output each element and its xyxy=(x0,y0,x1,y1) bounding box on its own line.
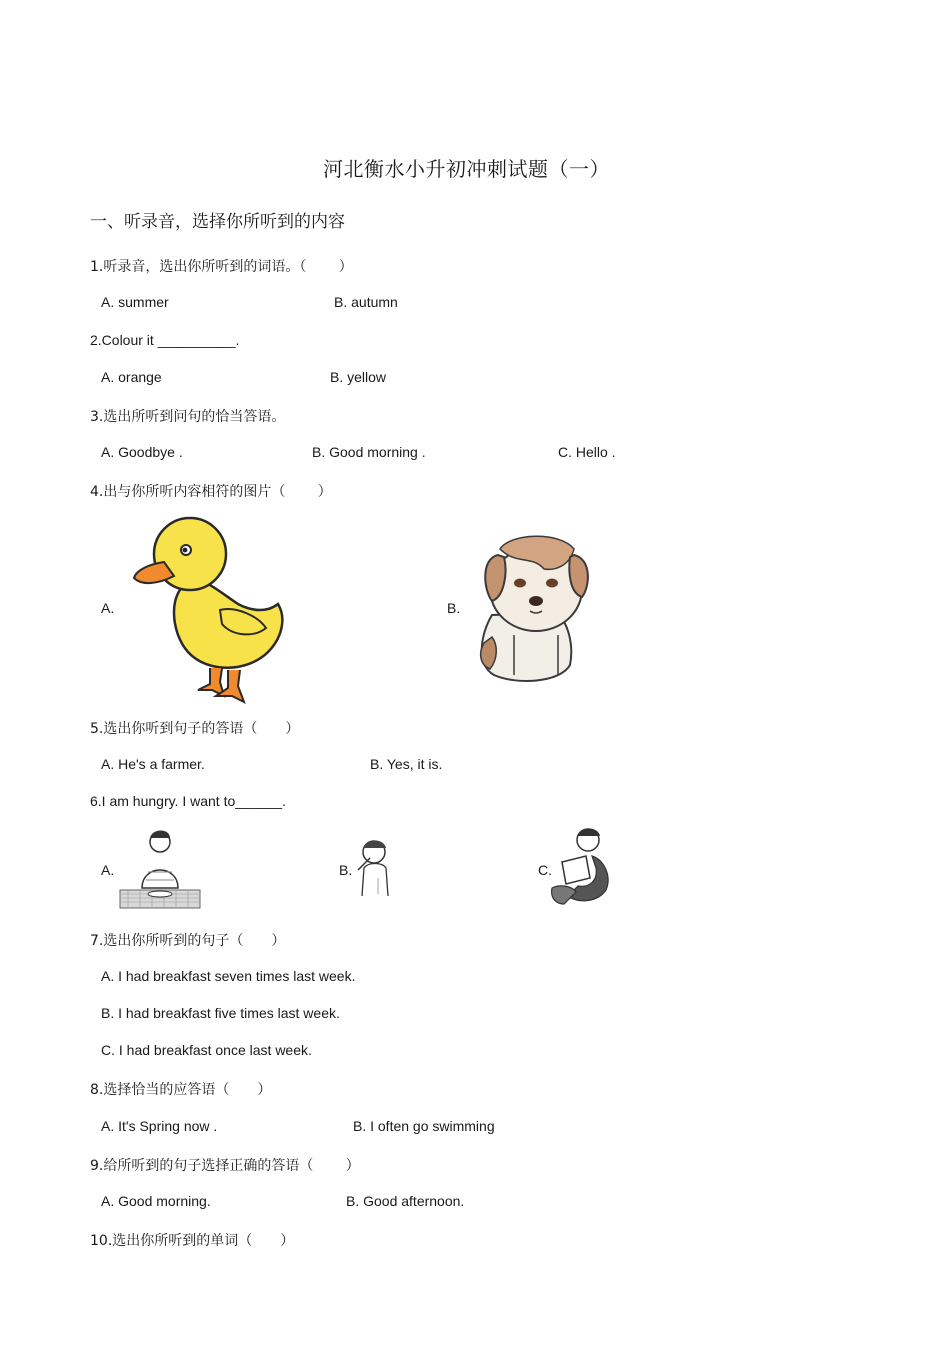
question-stem: 10.选出你所听到的单词（ ） xyxy=(90,1233,295,1249)
question-stem: 7.选出你所听到的句子（ ） xyxy=(90,933,286,949)
option-a[interactable]: A. xyxy=(101,862,115,878)
option-a[interactable]: A. Goodbye . xyxy=(101,444,183,460)
option-c[interactable]: C. I had breakfast once last week. xyxy=(101,1042,312,1058)
option-b[interactable]: B. Good afternoon. xyxy=(346,1193,465,1209)
option-b[interactable]: B. I often go swimming xyxy=(353,1118,495,1134)
option-b[interactable]: B. I had breakfast five times last week. xyxy=(101,1005,340,1021)
option-c[interactable]: C. Hello . xyxy=(558,444,616,460)
option-b[interactable]: B. autumn xyxy=(334,294,398,310)
option-a[interactable]: A. Good morning. xyxy=(101,1193,211,1209)
option-b[interactable]: B. Good morning . xyxy=(312,444,426,460)
option-b[interactable]: B. xyxy=(339,862,353,878)
question-stem: 4.出与你所听内容相符的图片（ ） xyxy=(90,484,332,500)
puppy-icon[interactable] xyxy=(470,525,605,685)
option-c[interactable]: C. xyxy=(538,862,552,878)
question-stem: 1.听录音，选出你所听到的词语。（ ） xyxy=(90,259,353,275)
option-b[interactable]: B. xyxy=(447,600,461,616)
option-a[interactable]: A. I had breakfast seven times last week. xyxy=(101,968,356,984)
question-stem: 3.选出所听到问句的恰当答语。 xyxy=(90,409,286,425)
question-stem: 2.Colour it __________. xyxy=(90,332,240,348)
boy-brushing-teeth-icon[interactable] xyxy=(348,836,396,898)
duck-icon[interactable] xyxy=(128,512,290,706)
option-a[interactable]: A. summer xyxy=(101,294,169,310)
option-a[interactable]: A. xyxy=(101,600,115,616)
option-b[interactable]: B. Yes, it is. xyxy=(370,756,443,772)
section-heading: 一、听录音，选择你所听到的内容 xyxy=(90,212,345,232)
option-b[interactable]: B. yellow xyxy=(330,369,387,385)
page-title: 河北衡水小升初冲刺试题（一） xyxy=(323,157,610,181)
option-a[interactable]: A. It's Spring now . xyxy=(101,1118,218,1134)
boy-eating-icon[interactable] xyxy=(118,828,202,910)
option-a[interactable]: A. He's a farmer. xyxy=(101,756,205,772)
question-stem: 6.I am hungry. I want to______. xyxy=(90,793,286,809)
boy-reading-icon[interactable] xyxy=(542,826,616,910)
question-stem: 8.选择恰当的应答语（ ） xyxy=(90,1082,272,1098)
question-stem: 5.选出你听到句子的答语（ ） xyxy=(90,721,300,737)
question-stem: 9.给所听到的句子选择正确的答语（ ） xyxy=(90,1158,360,1174)
option-a[interactable]: A. orange xyxy=(101,369,162,385)
